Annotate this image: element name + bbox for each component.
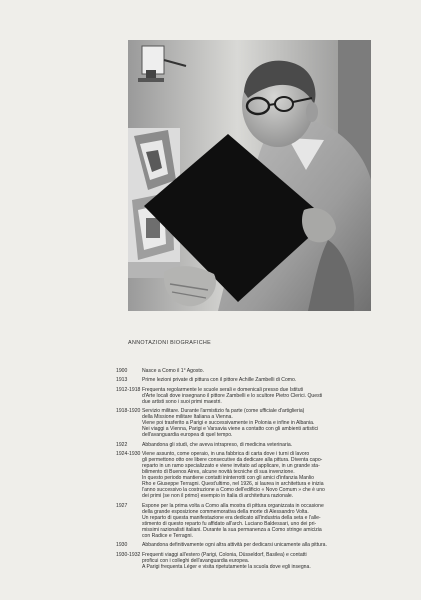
biography-entry <box>116 542 378 548</box>
biography-entry <box>116 503 378 539</box>
entry-text: Servizio militare. Durante l'armistizio fa parte (come ufficiale d'artiglieria) della Missione militare Italiana a Vienna. Viene poi trasferito a Parigi e successivamente in Polonia e infine in Albania. Nei viaggi a Vienna, Parigi e Varsavia viene a contatto con gli ambienti artistici dell'avanguardia europea di quel tempo. <box>142 408 319 439</box>
biography-entry <box>116 387 378 405</box>
entry-text: Espone per la prima volta a Como alla mostra di pittura organizzata in occasione della grande esposizione commemorativa della morte di Alessandro Volta. Un reparto di questa manifestazione era dedicato all'industria della seta e l'alle- stimento di questo reparto fu affidato all'arch. Luciano Baldessari, uno dei pri- missimi razionalisti italiani. Durante la sua permanenza a Como stringe amicizia con Radice e Terragni. <box>142 502 324 539</box>
biography-entry <box>116 377 378 383</box>
entry-text: Abbandona definitivamente ogni altra attività per dedicarsi unicamente alla pittura. <box>142 542 327 549</box>
entry-text: Nasce a Como il 1° Agosto. <box>142 368 205 374</box>
entry-year: 1918-1920 <box>116 408 141 415</box>
biography-entry <box>116 442 378 448</box>
entry-text: Frequenti viaggi all'estero (Parigi, Colonia, Düsseldorf, Basilea) e contatti proficui con i colleghi dell'avanguardia europea. A Parigi frequenta Léger e visita ripetutamente la scuola dove egli insegna. <box>142 551 311 570</box>
entry-text: Viene assunto, come operaio, in una fabbrica di carta dove i turni di lavoro gli permettono otto ore libere consecutive da dedicare alla pittura. Diventa capo- reparto in un ramo specializzato e viene invitato ad applicare, in un grande sta- bilimento di Buenos Aires, alcune novità tecniche di sua invenzione. In questo periodo mantiene contatti ininterrotti con gli amici d'infanzia Manlio Rho e Giuseppe Terragni. Quest'ultimo, nel 1926, si laurea in architettura e inizia l'anno successivo la costruzione a Como dell'edificio « Novo Comum » che è uno dei primi (se non il primo) esempio in Italia di architettura razionale. <box>142 451 325 500</box>
entry-year: 1927 <box>116 502 128 509</box>
biography-entry <box>116 451 378 499</box>
biography-list <box>116 368 378 573</box>
entry-year: 1930-1932 <box>116 551 141 558</box>
entry-year: 1924-1930 <box>116 451 141 457</box>
biography-entry <box>116 368 378 374</box>
entry-year: 1912-1918 <box>116 386 141 393</box>
entry-text: Prime lezioni private di pittura con il pittore Achille Zambelli di Como. <box>142 377 297 384</box>
artist-photograph <box>128 40 371 311</box>
entry-year: 1922 <box>116 441 128 448</box>
entry-text: Frequenta regolarmente le scuole serali e domenicali presso due Istituti d'Arte locali dove insegnano il pittore Zambelli e lo scultore Pietro Clerici. Questi due artisti sono i suoi primi maestri. <box>142 386 323 405</box>
section-heading: ANNOTAZIONI BIOGRAFICHE <box>128 340 212 346</box>
entry-text: Abbandona gli studi, che aveva intrapreso, di medicina veterinaria. <box>142 441 293 448</box>
biography-entry <box>116 408 378 438</box>
entry-year: 1900 <box>116 368 128 374</box>
entry-year: 1913 <box>116 377 128 384</box>
entry-year: 1930 <box>116 542 128 549</box>
biography-entry <box>116 552 378 570</box>
